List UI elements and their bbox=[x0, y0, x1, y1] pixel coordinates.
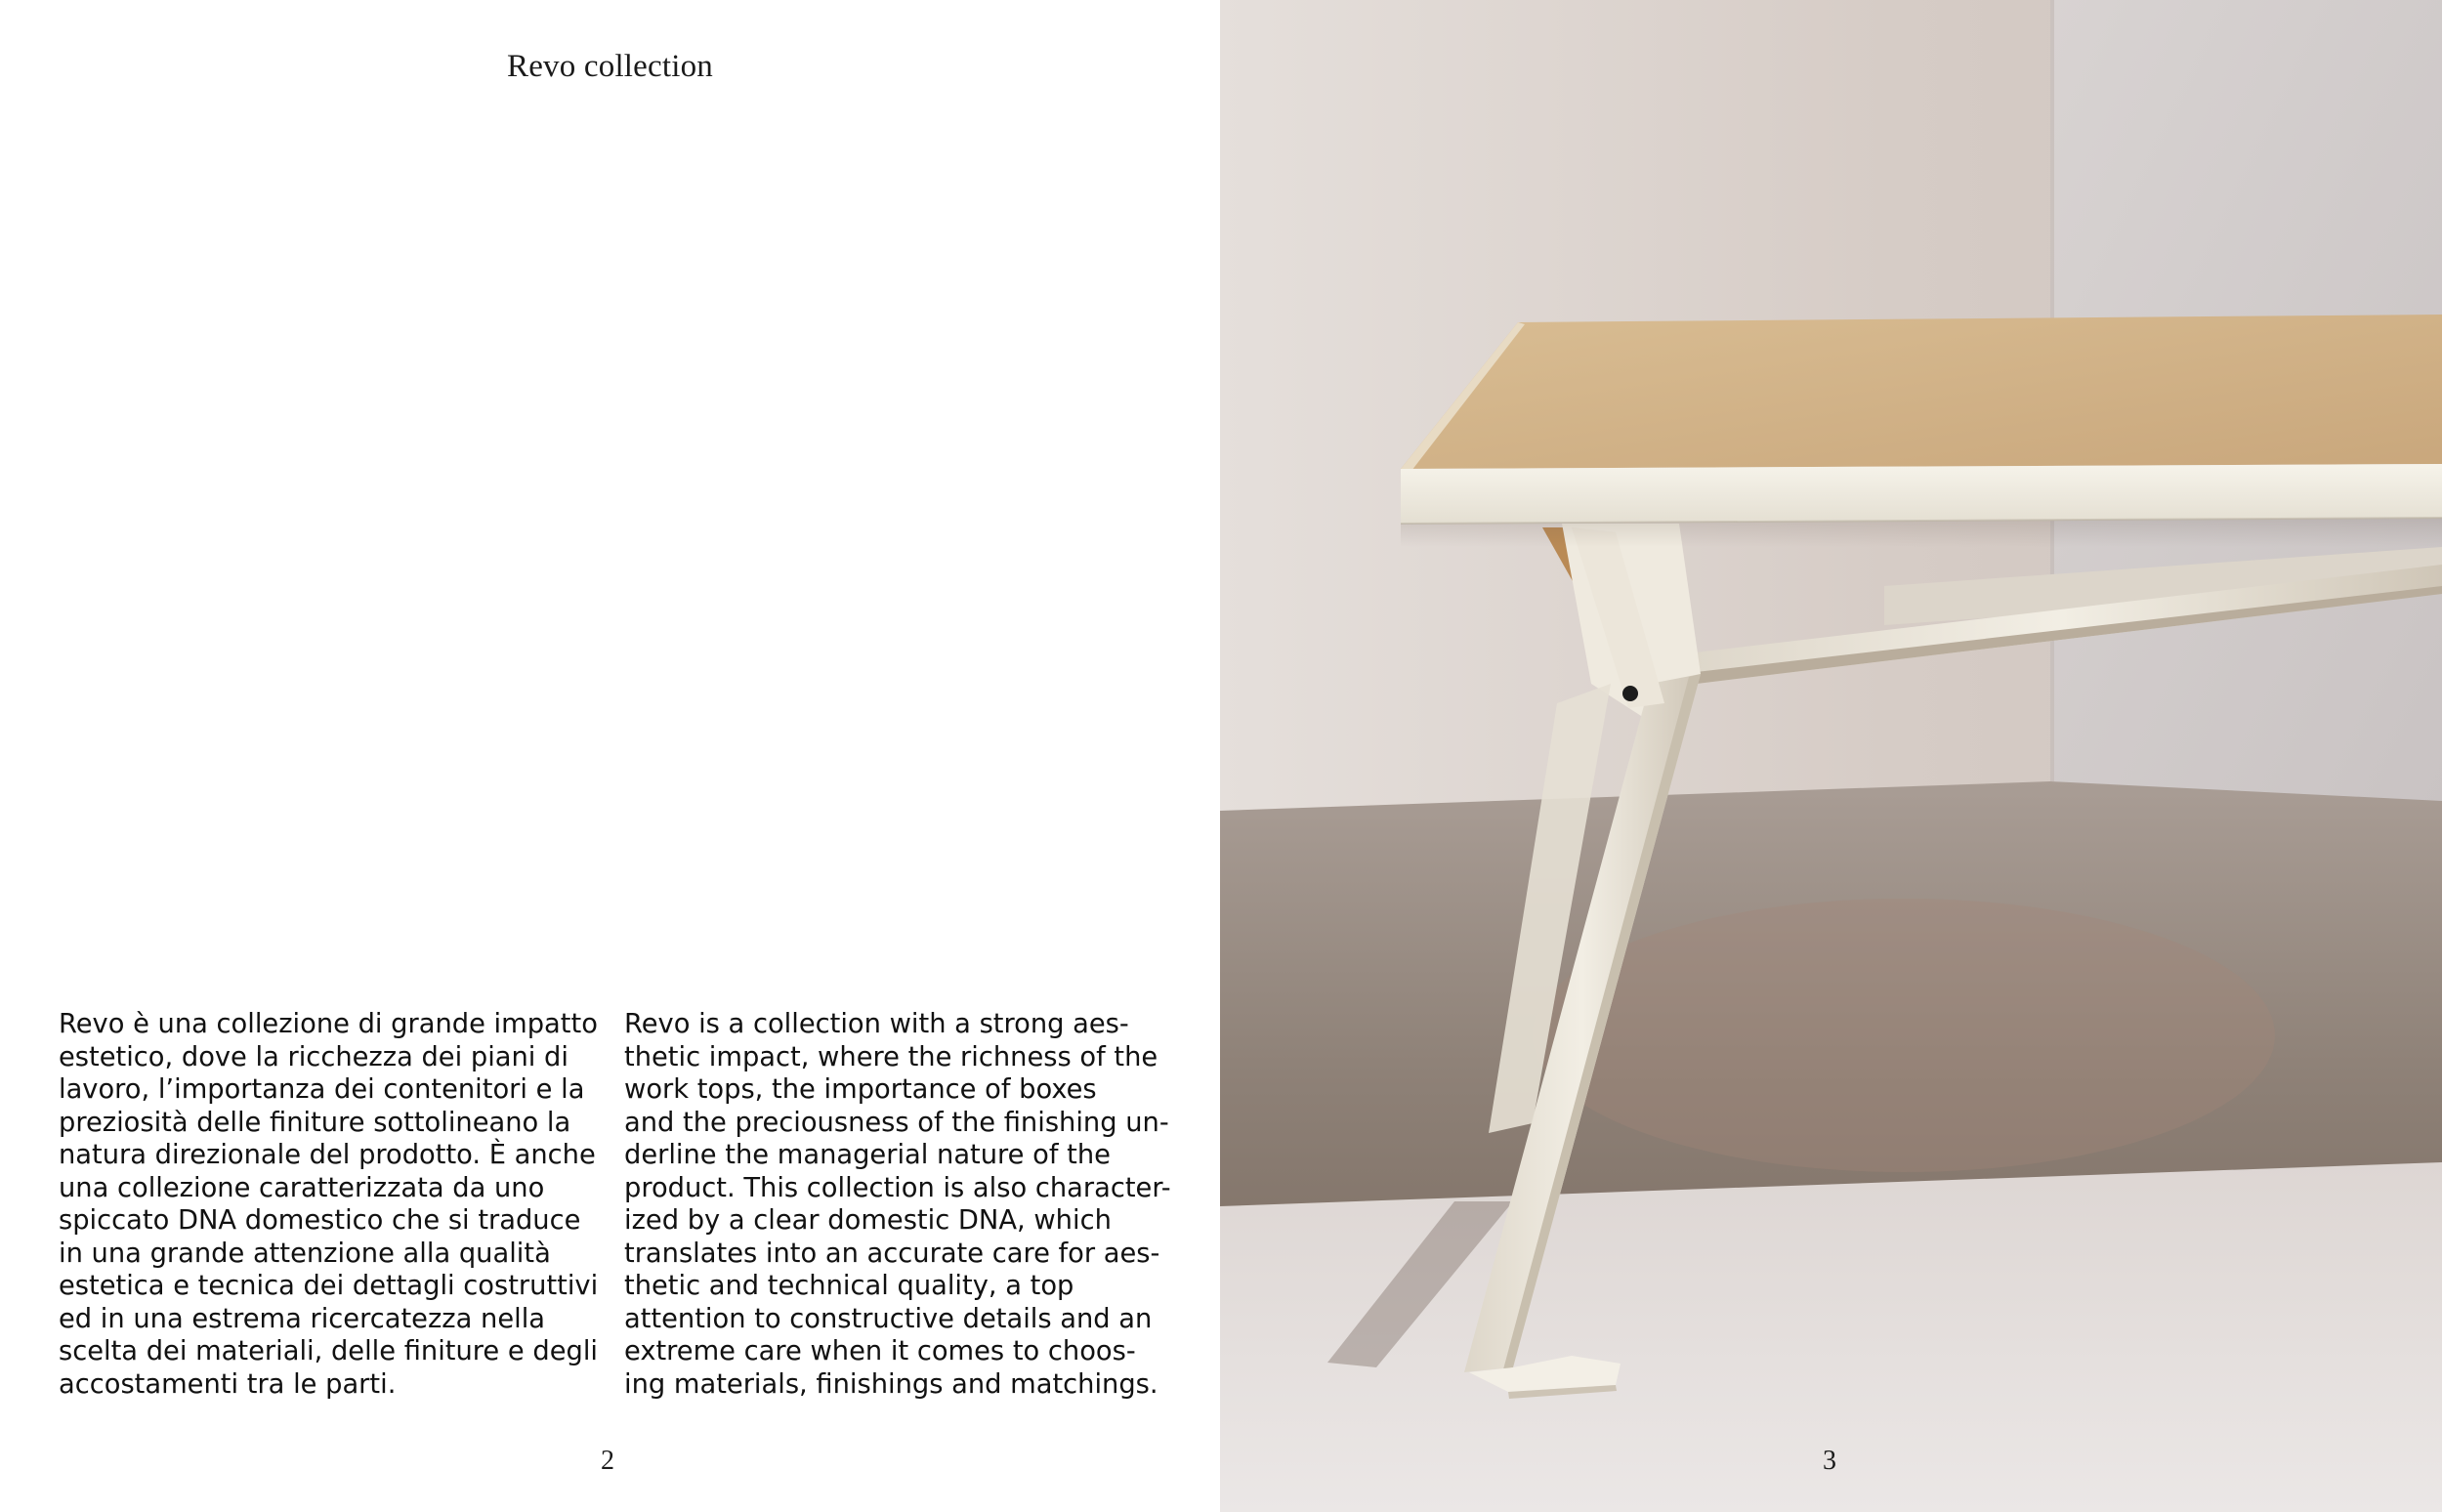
italian-text-column: Revo è una collezione di grande impatto estetico, dove la ricchezza dei piani di lavoro, l’importanza dei contenitori e la preziosità delle finiture sottolineano la natura direzionale del prodotto. È anche una collezione caratterizzata da uno spiccato DNA domestico che si traduce in una grande attenzione alla qualità estetica e tecnica dei dettagli costruttivi ed in una estrema ricercatezza nella scelta dei materiali, delle finiture e degli accostamenti tra le parti. bbox=[59, 1009, 599, 1400]
page-number-left: 2 bbox=[601, 1446, 614, 1476]
left-page bbox=[0, 0, 1220, 1512]
right-page bbox=[1220, 0, 2442, 1512]
english-text-column: Revo is a collection with a strong aes- thetic impact, where the richness of the work tops, the importance of boxes and the preciousness of the finishing un- derline the managerial nature of the product. This collection is also character- ized by a clear domestic DNA, which translates into an accurate care for aes- thetic and technical quality, a top attention to constructive details and an extreme care when it comes to choos- ing materials, finishings and matchings. bbox=[624, 1009, 1171, 1400]
table-photo bbox=[1220, 0, 2442, 1512]
page-number-right: 3 bbox=[1823, 1446, 1836, 1476]
page-title: Revo collection bbox=[506, 49, 714, 84]
